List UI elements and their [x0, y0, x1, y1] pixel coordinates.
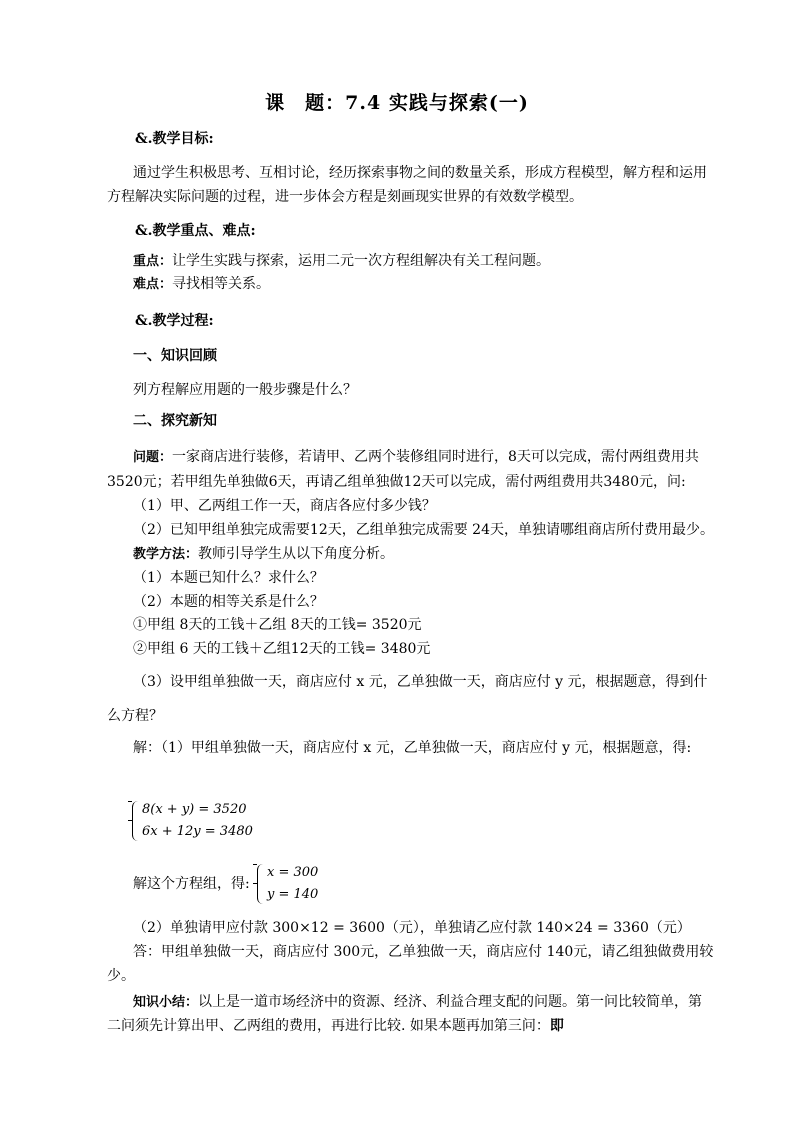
goals-line-1: 通过学生积极思考、互相讨论，经历探索事物之间的数量关系，形成方程模型，解方程和运用	[133, 165, 707, 181]
analysis-1: （1）本题已知什么？求什么？	[133, 570, 324, 586]
solution-brace	[257, 864, 264, 904]
solve-text: 解这个方程组，得:	[133, 876, 250, 892]
keys-heading: &.教学重点、难点:	[135, 223, 256, 239]
relation-2: ②甲组 6 天的工钱＋乙组12天的工钱= 3480元	[133, 641, 431, 657]
part2-heading: 二、探究新知	[133, 413, 217, 429]
solution-line-1: 解：（1）甲组单独做一天，商店应付 x 元，乙单独做一天，商店应付 y 元，根据题意，得:	[133, 740, 692, 756]
solution-system	[257, 862, 318, 906]
relation-1: ①甲组 8天的工钱＋乙组 8天的工钱= 3520元	[133, 617, 422, 633]
solution-x: x = 300	[267, 865, 319, 880]
analysis-3-line-1: （3）设甲组单独做一天，商店应付 x 元，乙单独做一天，商店应付 y 元，根据题意，得到什	[133, 674, 708, 690]
summary-text-1: 以上是一道市场经济中的资源、经济、利益合理支配的问题。第一问比较简单，第	[198, 994, 703, 1010]
problem-line-2: 3520元；若甲组先单独做6天，再请乙组单独做12天可以完成，需付两组费用共3480元，问:	[107, 474, 686, 490]
method-text: 教师引导学生从以下角度分析。	[198, 546, 395, 562]
summary-tail: 即	[549, 1018, 564, 1034]
goals-line-2: 方程解决实际问题的过程，进一步体会方程是刻画现实世界的有效数学模型。	[107, 189, 583, 205]
lesson-title: 课 题：7.4 实践与探索(一)	[265, 92, 529, 114]
summary-text-2: 二问须先计算出甲、乙两组的费用，再进行比较. 如果本题再加第三问：	[107, 1018, 550, 1034]
process-heading: &.教学过程:	[135, 313, 214, 329]
method-label: 教学方法：	[133, 547, 199, 562]
problem-label: 问题：	[133, 450, 173, 465]
equation-system	[132, 799, 253, 843]
answer-line-1: 答：甲组单独做一天，商店应付 300元，乙单独做一天，商店应付 140元，请乙组独做费用较	[133, 944, 714, 960]
focus-line	[133, 251, 550, 272]
method-line	[133, 544, 394, 565]
system-equation-1: 8(x + y) = 3520	[142, 802, 247, 817]
problem-question-1: （1）甲、乙两组工作一天，商店各应付多少钱？	[133, 498, 436, 514]
problem-text-1: 一家商店进行装修，若请甲、乙两个装修组同时进行，8天可以完成，需付两组费用共	[172, 449, 699, 465]
problem-question-2: （2）已知甲组单独完成需要12天，乙组单独完成需要 24天，单独请哪组商店所付费用最少。	[133, 522, 714, 538]
summary-line-2	[107, 1016, 564, 1036]
answer-line-2: 少。	[107, 968, 135, 984]
summary-line-1	[133, 992, 702, 1013]
system-brace	[132, 801, 139, 841]
goals-heading: &.教学目标:	[135, 131, 214, 147]
solution-y: y = 140	[267, 887, 319, 902]
focus-text: 让学生实践与探索，运用二元一次方程组解决有关工程问题。	[172, 253, 551, 269]
part1-text: 列方程解应用题的一般步骤是什么？	[133, 382, 357, 398]
difficulty-line	[133, 274, 270, 295]
analysis-2: （2）本题的相等关系是什么？	[133, 594, 324, 610]
summary-label: 知识小结：	[133, 995, 199, 1010]
problem-line-1	[133, 447, 699, 468]
part1-heading: 一、知识回顾	[133, 348, 217, 364]
solution-part-2: （2）单独请甲应付款 300×12 = 3600（元），单独请乙应付款 140×24 = 3360（元）	[133, 920, 691, 936]
difficulty-label: 难点：	[133, 277, 173, 292]
analysis-3-line-2: 么方程？	[107, 708, 163, 724]
difficulty-text: 寻找相等关系。	[172, 276, 271, 292]
focus-label: 重点：	[133, 254, 173, 269]
system-equation-2: 6x + 12y = 3480	[142, 824, 253, 839]
